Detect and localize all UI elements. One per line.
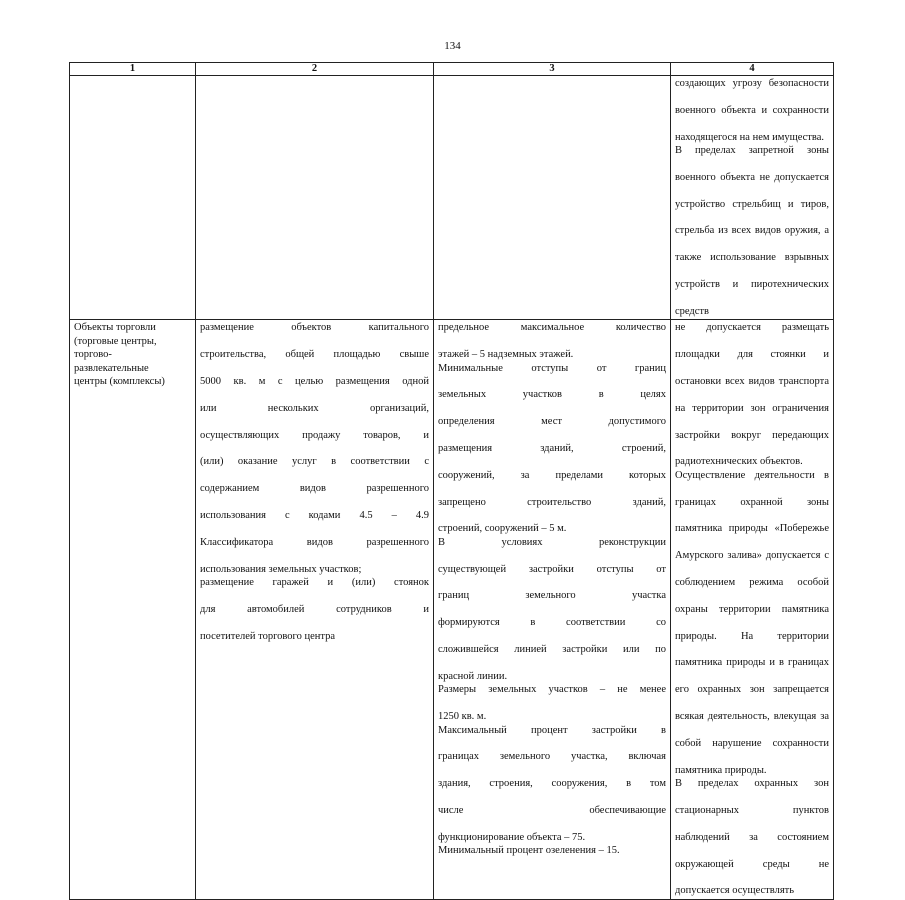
text-line: устройств и пиротехнических (675, 279, 829, 291)
table-header-row (70, 63, 834, 76)
text-line: В условиях реконструкции (438, 536, 666, 548)
text-line: запрещено строительство зданий, (438, 496, 666, 508)
text-line: памятника природы «Побережье (675, 523, 829, 535)
text-line: Амурского залива» допускается с (675, 550, 829, 562)
text-line: использования с кодами 4.5 – 4.9 (200, 510, 429, 521)
text-line: осуществляющих продажу товаров, и (200, 429, 429, 441)
column-header-3: 3 (434, 63, 671, 76)
text-line: размещения зданий, строений, (438, 442, 666, 454)
text-line: здания, строения, сооружения, в том (438, 778, 666, 790)
text-line: находящегося на нем имущества. (675, 131, 824, 143)
text-line: на территории зон ограничения (675, 402, 829, 414)
text-line: застройки вокруг передающих (675, 429, 829, 441)
text-line: В пределах охранных зон (675, 778, 829, 790)
text-line: размещение объектов капитального (200, 322, 429, 334)
text-line: стационарных пунктов (675, 804, 829, 816)
column-header-1: 1 (70, 63, 196, 76)
table-row (70, 76, 834, 320)
text-line: красной линии. (438, 670, 508, 682)
cell-text (74, 321, 191, 388)
text-line: природы. На территории (675, 630, 829, 642)
table-body (70, 76, 834, 900)
text-line: (торговые центры, (74, 335, 157, 347)
regulations-table (69, 62, 834, 900)
table-cell-4 (671, 320, 834, 899)
text-line: памятника природы. (675, 764, 767, 776)
text-line: Объекты торговли (74, 322, 156, 334)
table-cell-2 (196, 320, 434, 899)
text-line: его охранных зон запрещается (675, 684, 829, 696)
text-line: сооружений, за пределами которых (438, 469, 666, 481)
text-line: содержанием видов разрешенного (200, 483, 429, 495)
text-line: средств (675, 305, 709, 317)
text-line: предельное максимальное количество (438, 322, 666, 334)
text-line: или нескольких организаций, (200, 402, 429, 414)
text-line: формируются в соответствии со (438, 617, 666, 629)
cell-text (200, 321, 429, 643)
table-cell-4 (671, 76, 834, 320)
text-line: военного объекта не допускается (675, 171, 829, 183)
text-line: охраны территории памятника (675, 603, 829, 615)
text-line: памятника природы и в границах (675, 657, 829, 669)
text-line: создающих угрозу безопасности (675, 78, 829, 89)
text-line: Минимальные отступы от границ (438, 362, 666, 374)
text-line: для автомобилей сотрудников и (200, 603, 429, 615)
text-line: Минимальный процент озеленения – 15. (438, 845, 620, 857)
column-header-4: 4 (671, 63, 834, 76)
text-line: размещение гаражей и (или) стоянок (200, 577, 429, 589)
text-line: центры (комплексы) (74, 375, 165, 387)
text-line: устройство стрельбищ и тиров, (675, 198, 829, 210)
text-line: Классификатора видов разрешенного (200, 536, 429, 548)
text-line: наблюдений за состоянием (675, 831, 829, 843)
text-line: использования земельных участков; (200, 563, 362, 575)
text-line: существующей застройки отступы от (438, 563, 666, 575)
table-cell-3 (434, 76, 671, 320)
text-line: радиотехнических объектов. (675, 456, 803, 468)
text-line: 5000 кв. м с целью размещения одной (200, 375, 429, 387)
table-cell-1 (70, 320, 196, 899)
column-header-2: 2 (196, 63, 434, 76)
text-line: числе обеспечивающие (438, 804, 666, 816)
table-cell-3 (434, 320, 671, 899)
text-line: строений, сооружений – 5 м. (438, 523, 567, 535)
text-line: определения мест допустимого (438, 416, 666, 428)
text-line: соблюдением режима особой (675, 577, 829, 589)
text-line: границ земельного участка (438, 590, 666, 602)
text-line: военного объекта и сохранности (675, 104, 829, 116)
text-line: В пределах запретной зоны (675, 145, 829, 157)
cell-text (438, 321, 666, 857)
text-line: границах земельного участка, включая (438, 751, 666, 763)
text-line: всякая деятельность, влекущая за (675, 711, 829, 723)
text-line: границах охранной зоны (675, 496, 829, 508)
text-line: посетителей торгового центра (200, 630, 336, 642)
text-line: также использование взрывных (675, 252, 829, 264)
cell-text (675, 77, 829, 318)
text-line: этажей – 5 надземных этажей. (438, 349, 574, 361)
table-row (70, 320, 834, 899)
cell-text (675, 321, 829, 897)
text-line: допускается осуществлять (675, 885, 795, 897)
text-line: 1250 кв. м. (438, 711, 487, 723)
text-line: (или) оказание услуг в соответствии с (200, 456, 429, 468)
text-line: сложившейся линией застройки или по (438, 644, 666, 656)
text-line: земельных участков в целях (438, 389, 666, 401)
text-line: развлекательные (74, 362, 149, 374)
text-line: не допускается размещать (675, 322, 829, 334)
text-line: площадки для стоянки и (675, 349, 829, 361)
text-line: функционирование объекта – 75. (438, 831, 586, 843)
text-line: Размеры земельных участков – не менее (438, 684, 666, 696)
text-line: остановки всех видов транспорта (675, 375, 829, 387)
text-line: торгово- (74, 349, 112, 361)
text-line: собой нарушение сохранности (675, 737, 829, 749)
text-line: строительства, общей площадью свыше (200, 349, 429, 361)
table-cell-1 (70, 76, 196, 320)
table-cell-2 (196, 76, 434, 320)
page-number: 134 (444, 40, 461, 52)
text-line: стрельба из всех видов оружия, а (675, 225, 829, 237)
text-line: Осуществление деятельности в (675, 469, 829, 481)
text-line: Максимальный процент застройки в (438, 724, 666, 736)
text-line: окружающей среды не (675, 858, 829, 870)
